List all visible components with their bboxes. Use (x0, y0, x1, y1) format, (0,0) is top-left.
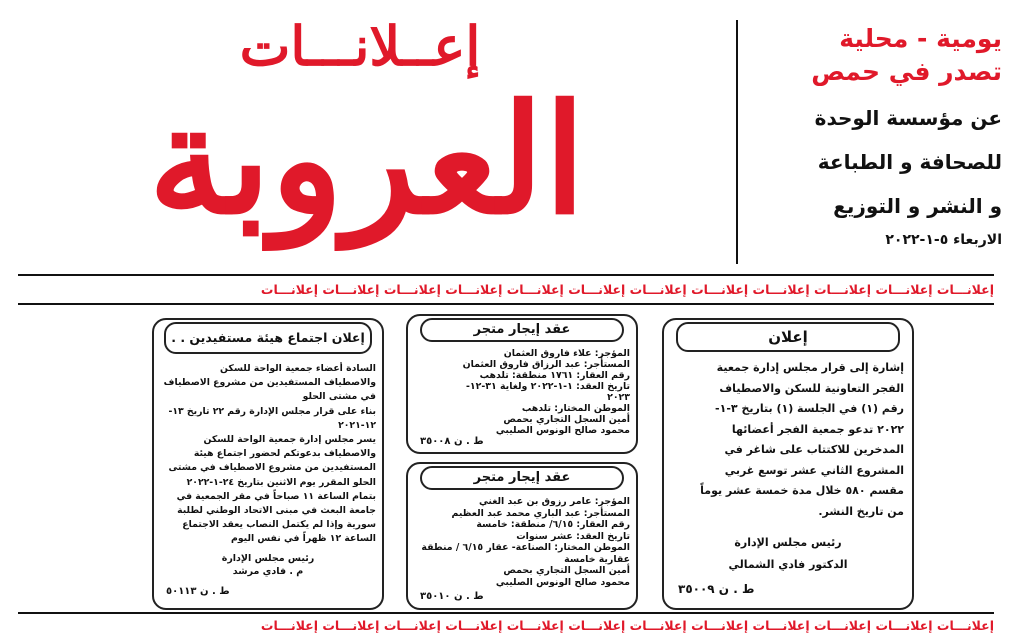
ad-store-lease-1 (406, 314, 638, 454)
body-line: السادة أعضاء جمعية الواحة للسكن (220, 363, 376, 374)
bottom-ads-strip (18, 618, 994, 633)
publisher-line-2: للصحافة و الطباعة (817, 150, 1002, 174)
strip-label: إعلانـــات (629, 618, 687, 633)
ad-store-lease-2-title: عقد إيجار متجر (420, 466, 624, 490)
ad-announcement-body (672, 358, 904, 522)
strip-label: إعلانـــات (322, 618, 380, 633)
body-line: الساعة ١٢ ظهراً في نفس اليوم (231, 533, 376, 545)
strip-label: إعلانـــات (506, 618, 564, 633)
ad-reference-number: ط . ن ٣٥٠١٠ (420, 591, 484, 602)
strip-label: إعلانـــات (752, 618, 810, 633)
signature-name: الدكتور فادي الشمالي (728, 558, 848, 571)
ad-reference-number: ط . ن ٣٥٠٠٨ (420, 436, 484, 447)
body-line: محمود صالح الونوس الصليبي (495, 425, 630, 436)
signature-title: رئيس مجلس الإدارة (734, 536, 842, 549)
ad-beneficiaries-signature (160, 552, 376, 578)
body-line: المستأجر: عبد الباري محمد عبد العظيم (451, 507, 630, 519)
issue-date: الاربعاء ٥-١-٢٠٢٢ (885, 232, 1002, 248)
body-line: سورية وإذا لم يكتمل النصاب يعقد الاجتماع (182, 519, 376, 531)
body-line: المؤجر: عامر رزوق بن عبد الغني (478, 496, 630, 507)
logo-ads-word: إعــلانـــات (239, 14, 481, 78)
body-line: والاصطياف بدعوتكم لحضور اجتماع هيئة (193, 448, 376, 460)
strip-label: إعلانـــات (691, 618, 749, 633)
masthead-divider (736, 20, 738, 264)
body-line: المستأجر: عبد الرزاق فاروق العثمان (462, 359, 630, 370)
ad-store-lease-2 (406, 462, 638, 610)
top-rule-2 (18, 303, 994, 305)
body-line: ٢٠٢٢ تدعو جمعية الفجر أعضائها (731, 422, 904, 436)
body-line: المؤجر: علاء فاروق العثمان (503, 348, 630, 359)
body-line: أمين السجل التجاري بحمص (503, 414, 630, 425)
strip-label: إعلانـــات (445, 282, 503, 297)
strip-label: إعلانـــات (875, 282, 933, 297)
body-line: بناء على قرار مجلس الإدارة رقم ٢٢ تاريخ ١٣- (168, 405, 376, 417)
ad-announcement-title: إعلان (676, 322, 900, 352)
body-line: ٢٠٢٣ (607, 392, 630, 403)
ad-store-lease-2-body (414, 496, 630, 588)
body-line: بتمام الساعة ١١ صباحاً في مقر الجمعية في (176, 490, 376, 502)
strip-label: إعلانـــات (936, 618, 994, 633)
ad-beneficiaries-meeting-body (160, 362, 376, 547)
body-line: جامعة البعث في مبنى الاتحاد الوطني لطلبة (177, 505, 376, 517)
strip-label: إعلانـــات (383, 618, 441, 633)
masthead-info (762, 22, 1002, 248)
body-line: يسر مجلس إدارة جمعية الواحة للسكن (203, 434, 376, 446)
body-line: رقم العقار: ١٧٦١ منطقة: تلدهب (479, 370, 630, 381)
strip-label: إعلانـــات (568, 618, 626, 633)
tagline-daily: يومية - محلية (839, 24, 1002, 53)
strip-label: إعلانـــات (445, 618, 503, 633)
ad-announcement-signature (672, 532, 904, 576)
top-rule (18, 274, 994, 276)
top-ads-strip (18, 282, 994, 297)
body-line: من تاريخ النشر. (818, 504, 904, 518)
strip-label: إعلانـــات (260, 282, 319, 297)
ad-reference-number: ط . ن ٥٠١١٣ (166, 586, 230, 597)
signature-title: رئيس مجلس الإدارة (221, 553, 315, 564)
strip-label: إعلانـــات (629, 282, 687, 297)
body-line: المدخرين للاكتتاب على شاغر في (724, 443, 904, 456)
ad-store-lease-1-body (414, 348, 630, 436)
bottom-rule (18, 612, 994, 614)
ad-reference-number: ط . ن ٣٥٠٠٩ (678, 582, 755, 596)
strip-label: إعلانـــات (814, 618, 872, 633)
strip-label: إعلانـــات (752, 282, 810, 297)
body-line: مقسم ٥٨٠ خلال مدة خمسة عشر يوماً (700, 484, 904, 497)
body-line: الفجر التعاونية للسكن والاصطياف (719, 381, 904, 395)
body-line: محمود صالح الونوس الصليبي (495, 576, 630, 588)
strip-label: إعلانـــات (322, 282, 380, 297)
body-line: ١٢-٢٠٢١ (338, 419, 376, 431)
body-line: عقارية خامسة (564, 553, 630, 565)
strip-label: إعلانـــات (875, 618, 933, 633)
signature-name: م . فادي مرشد (232, 566, 304, 577)
body-line: الموطن المختار: الصناعة- عقار ٦/١٥ / منطقة (421, 542, 630, 553)
strip-label: إعلانـــات (936, 282, 994, 297)
body-line: الموطن المختار: تلدهب (521, 403, 630, 414)
body-line: في مشتى الحلو (302, 391, 376, 403)
ad-beneficiaries-meeting-title: إعلان اجتماع هيئة مستفيدين . . (164, 322, 372, 354)
strip-label: إعلانـــات (383, 282, 441, 297)
body-line: رقم العقار: ٦/١٥/ منطقة: خامسة (476, 519, 630, 530)
logo-newspaper-name: العروبة (148, 72, 586, 248)
strip-label: إعلانـــات (691, 282, 749, 297)
ad-announcement (662, 318, 914, 610)
strip-label: إعلانـــات (814, 282, 872, 297)
strip-label: إعلانـــات (568, 282, 626, 297)
publisher-line-3: و النشر و التوزيع (833, 194, 1002, 218)
publisher-line-1: عن مؤسسة الوحدة (814, 106, 1002, 130)
strip-label: إعلانـــات (506, 282, 564, 297)
body-line: المشروع الثاني عشر توسع غربي (724, 463, 904, 477)
body-line: رقم (١) في الجلسة (١) بتاريخ ٣-١- (715, 402, 904, 415)
ad-store-lease-1-title: عقد إيجار متجر (420, 318, 624, 342)
body-line: المستفيدين من مشروع الاصطياف في مشتى (168, 462, 376, 474)
body-line: تاريخ العقد: عشر سنوات (516, 530, 630, 542)
body-line: الحلو المقرر يوم الاثنين بتاريخ ٢٤-١-٢٠٢٢ (186, 476, 376, 488)
body-line: تاريخ العقد: ١-١-٢٠٢٢ ولغاية ٣١-١٢- (466, 381, 630, 392)
ad-beneficiaries-meeting (152, 318, 384, 610)
tagline-homs: تصدر في حمص (811, 57, 1002, 86)
strip-label: إعلانـــات (260, 618, 319, 633)
body-line: أمين السجل التجاري بحمص (503, 565, 630, 576)
body-line: والاصطياف المستفيدين من مشروع الاصطياف (163, 377, 376, 389)
body-line: إشارة إلى قرار مجلس إدارة جمعية (716, 361, 904, 374)
